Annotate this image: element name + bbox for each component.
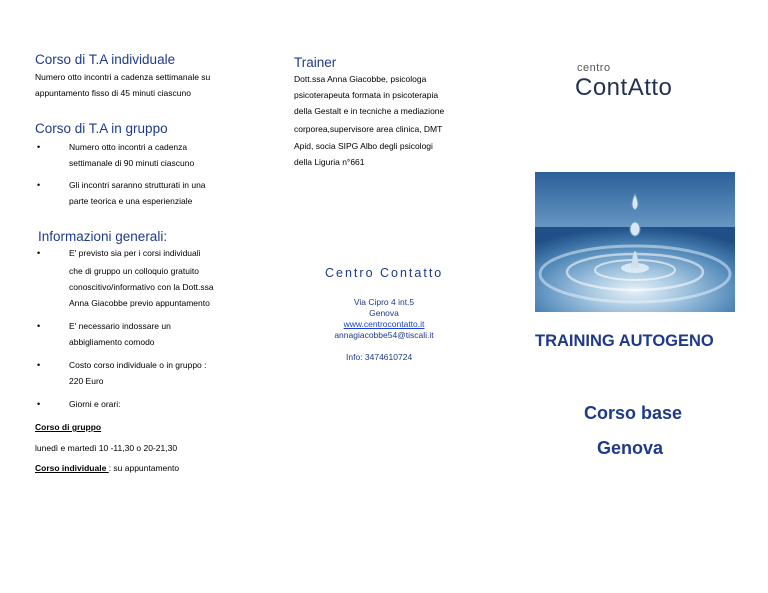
- email[interactable]: annagiacobbe54@tiscali.it: [334, 330, 434, 340]
- info-line: 220 Euro: [69, 376, 104, 386]
- group-course-bullet: • Gli incontri saranno strutturati in una: [69, 180, 206, 190]
- city-title: Genova: [597, 438, 664, 458]
- individual-schedule-row: [35, 463, 179, 473]
- logo: [575, 62, 725, 104]
- logo-small-text: centro: [577, 62, 611, 74]
- center-name: Centro Contatto: [325, 266, 444, 280]
- individual-course-line: appuntamento fisso di 45 minuti ciascuno: [35, 88, 191, 98]
- address: Via Cipro 4 int.5: [353, 297, 415, 307]
- trainer-line: della Gestalt e in tecniche a mediazione: [294, 106, 445, 116]
- general-info-title: Informazioni generali:: [38, 229, 168, 244]
- info-line: conoscitivo/informativo con la Dott.ssa: [69, 282, 214, 292]
- city-line: Genova: [369, 308, 399, 318]
- logo-big-text: ContAtto: [575, 74, 673, 101]
- info-line: che di gruppo un colloquio gratuito: [69, 266, 199, 276]
- trainer-line: psicoterapeuta formata in psicoterapia: [294, 90, 439, 100]
- individual-course-line: Numero otto incontri a cadenza settimanale su: [35, 72, 211, 82]
- group-schedule: lunedì e martedì 10 -11,30 o 20-21,30: [35, 443, 178, 453]
- info-bullet: • E' necessario indossare un: [69, 321, 171, 331]
- trainer-line: Dott.ssa Anna Giacobbe, psicologa: [294, 74, 427, 84]
- course-subtitle: Corso base: [584, 403, 683, 423]
- info-bullet: • Giorni e orari:: [69, 399, 121, 409]
- individual-schedule-title: Corso individuale: [35, 463, 109, 473]
- trainer-line: corporea,supervisore area clinica, DMT: [294, 124, 443, 134]
- info-bullet: • E' previsto sia per i corsi individuali: [69, 248, 201, 258]
- trainer-title: Trainer: [294, 55, 337, 70]
- website-link[interactable]: www.centrocontatto.it: [343, 319, 425, 329]
- info-phone: Info: 3474610724: [346, 352, 413, 362]
- main-title: TRAINING AUTOGENO: [535, 332, 714, 350]
- group-schedule-title: Corso di gruppo: [35, 422, 102, 432]
- group-course-title: Corso di T.A in gruppo: [35, 121, 168, 136]
- info-bullet: • Costo corso individuale o in gruppo :: [69, 360, 207, 370]
- group-course-line: settimanale di 90 minuti ciascuno: [69, 158, 195, 168]
- info-line: abbigliamento comodo: [69, 337, 155, 347]
- individual-course-title: Corso di T.A individuale: [35, 52, 176, 67]
- trainer-line: Apid, socia SIPG Albo degli psicologi: [294, 141, 433, 151]
- trainer-line: della Liguria n°661: [294, 157, 365, 167]
- group-course-bullet: • Numero otto incontri a cadenza: [69, 142, 187, 152]
- water-drop-image: [535, 172, 735, 312]
- individual-schedule: : su appuntamento: [108, 463, 180, 473]
- group-course-line: parte teorica e una esperienziale: [69, 196, 193, 206]
- info-line: Anna Giacobbe previo appuntamento: [69, 298, 210, 308]
- address-block: [300, 297, 468, 341]
